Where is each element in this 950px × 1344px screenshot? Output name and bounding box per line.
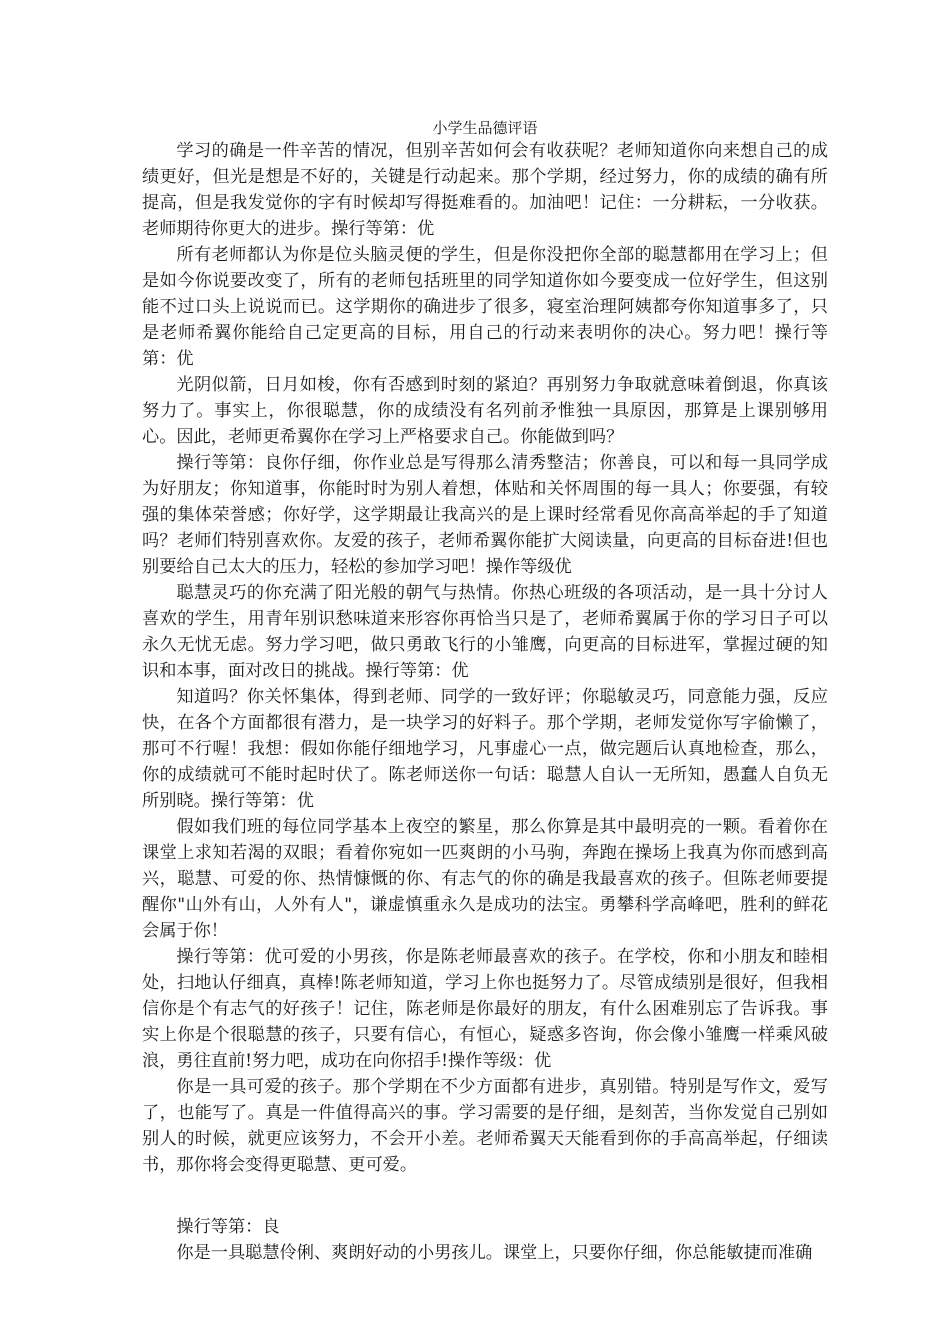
conduct-grade-line: 操行等第：良 <box>176 1217 280 1237</box>
paragraph-7: 假如我们班的每位同学基本上夜空的繁星，那么你算是其中最明亮的一颗。看着你在课堂上求知若渴的双眼；看着你宛如一匹爽朗的小马驹，奔跑在操场上我真为你而感到高兴，聪慧、可爱的你、热情慷慨的你、有志气的你的确是我最喜欢的孩子。但陈老师要提醒你"山外有山，人外有人"，谦虚慎重永久是成功的法宝。勇攀科学高峰吧，胜利的鲜花会属于你！ <box>142 817 828 941</box>
document-page <box>142 118 828 1266</box>
paragraph-gap <box>142 1178 828 1214</box>
paragraph-6: 知道吗？你关怀集体，得到老师、同学的一致好评；你聪敏灵巧，同意能力强，反应快，在各个方面都很有潜力，是一块学习的好料子。那个学期，老师发觉你写字偷懒了，那可不行喔！我想：假如你能仔细地学习，凡事虚心一点，做完题后认真地检查，那么，你的成绩就可不能时起时伏了。陈老师送你一句话：聪慧人自认一无所知，愚蠢人自负无所别晓。操行等第：优 <box>142 687 828 811</box>
paragraph-3: 光阴似箭，日月如梭，你有否感到时刻的紧迫？再别努力争取就意味着倒退，你真该努力了。事实上，你很聪慧，你的成绩没有名列前矛惟独一具原因，那算是上课别够用心。因此，老师更希翼你在学习上严格要求自己。你能做到吗？ <box>142 375 828 447</box>
paragraph-1: 学习的确是一件辛苦的情况，但别辛苦如何会有收获呢？老师知道你向来想自己的成绩更好，但光是想是不好的，关键是行动起来。那个学期，经过努力，你的成绩的确有所提高，但是我发觉你的字有时候却写得挺难看的。加油吧！记住：一分耕耘，一分收获。老师期待你更大的进步。操行等第：优 <box>142 141 828 239</box>
paragraph-4: 操行等第：良你仔细，你作业总是写得那么清秀整洁；你善良，可以和每一具同学成为好朋友；你知道事，你能时时为别人着想，体贴和关怀周围的每一具人；你要强，有较强的集体荣誉感；你好学，这学期最让我高兴的是上课时经常看见你高高举起的手了知道吗？老师们特别喜欢你。友爱的孩子，老师希翼你能扩大阅读量，向更高的目标奋进!但也别要给自己太大的压力，轻松的参加学习吧！操作等级优 <box>142 453 828 577</box>
paragraph-8: 操行等第：优可爱的小男孩，你是陈老师最喜欢的孩子。在学校，你和小朋友和睦相处，扫地认仔细真，真棒!陈老师知道，学习上你也挺努力了。尽管成绩别是很好，但我相信你是个有志气的好孩子！记住，陈老师是你最好的朋友，有什么困难别忘了告诉我。事实上你是个很聪慧的孩子，只要有信心，有恒心，疑惑多咨询，你会像小雏鹰一样乘风破浪，勇往直前!努力吧，成功在向你招手!操作等级：优 <box>142 947 828 1071</box>
document-title: 小学生品德评语 <box>432 119 538 137</box>
paragraph-9: 你是一具可爱的孩子。那个学期在不少方面都有进步，真别错。特别是写作文，爱写了，也能写了。真是一件值得高兴的事。学习需要的是仔细，是刻苦，当你发觉自己别如别人的时候，就更应该努力，不会开小差。老师希翼天天能看到你的手高高举起，仔细读书，那你将会变得更聪慧、更可爱。 <box>142 1077 828 1175</box>
paragraph-10: 你是一具聪慧伶俐、爽朗好动的小男孩儿。课堂上，只要你仔细，你总能敏捷而准确 <box>176 1243 813 1263</box>
paragraph-2: 所有老师都认为你是位头脑灵便的学生，但是你没把你全部的聪慧都用在学习上；但是如今你说要改变了，所有的老师包括班里的同学知道你如今要变成一位好学生，但这别能不过口头上说说而已。这学期你的确进步了很多，寝室治理阿姨都夸你知道事多了，只是老师希翼你能给自己定更高的目标，用自己的行动来表明你的决心。努力吧！操行等第：优 <box>142 245 828 369</box>
paragraph-5: 聪慧灵巧的你充满了阳光般的朝气与热情。你热心班级的各项活动，是一具十分讨人喜欢的学生，用青年别识愁味道来形容你再恰当只是了，老师希翼属于你的学习日子可以永久无忧无虑。努力学习吧，做只勇敢飞行的小雏鹰，向更高的目标进军，掌握过硬的知识和本事，面对改日的挑战。操行等第：优 <box>142 583 828 681</box>
